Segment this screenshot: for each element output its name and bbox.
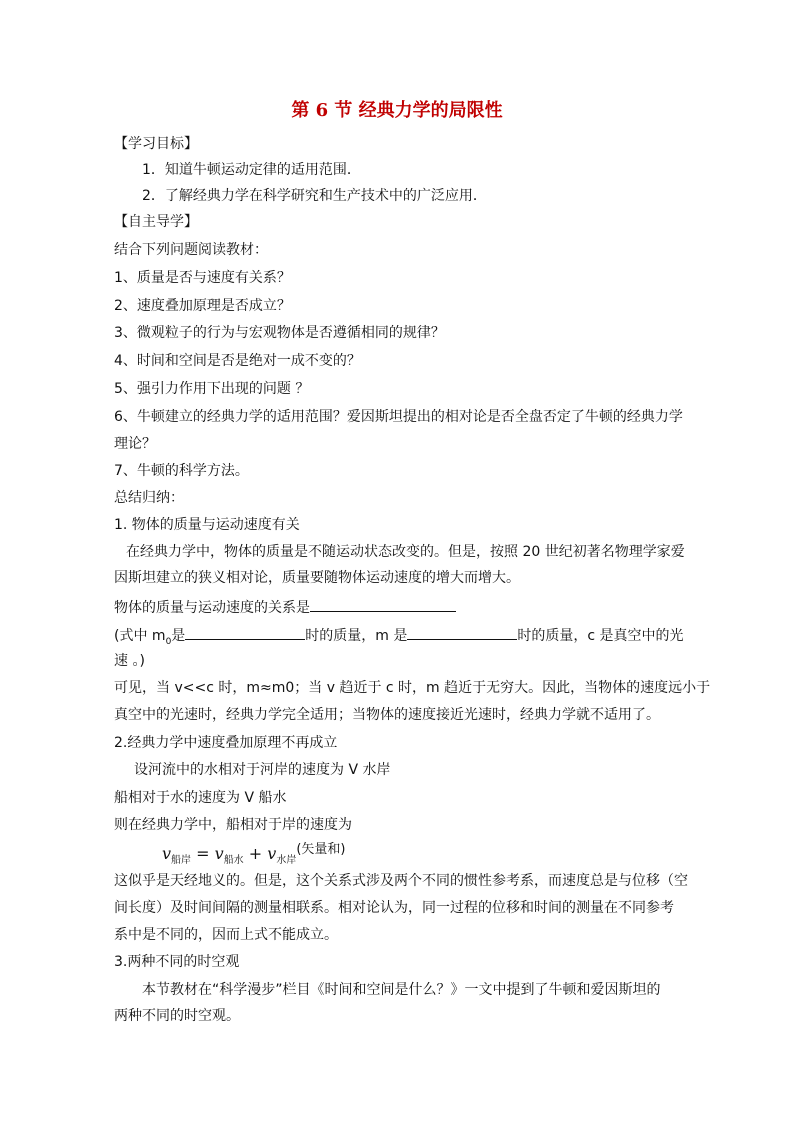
summary-point-3: 3.两种不同的时空观 [114,954,240,970]
question-2: 2、速度叠加原理是否成立？ [114,298,291,314]
relation-label: 物体的质量与运动速度的关系是 [114,600,310,616]
paragraph-6-line1: 这似乎是天经地义的。但是，这个关系式涉及两个不同的惯性参考系，而速度总是与位移（空 [114,873,688,889]
formula-equals: = [196,844,210,863]
summary-point-1: 1. 物体的质量与运动速度有关 [114,517,300,533]
formula-v1: v [162,844,172,863]
note-line2: 速 。) [114,653,145,669]
paragraph-5: 则在经典力学中，船相对于岸的速度为 [114,817,352,833]
question-1: 1、质量是否与速度有关系？ [114,270,291,286]
answer-blank-relation[interactable] [310,596,456,612]
note-line [114,624,684,652]
formula-note: (矢量和) [296,842,346,857]
section-heading-goals: 【学习目标】 [114,136,198,152]
summary-point-2: 2.经典力学中速度叠加原理不再成立 [114,735,338,751]
question-6-line1: 6、牛顿建立的经典力学的适用范围？爱因斯坦提出的相对论是否全盘否定了牛顿的经典力学 [114,409,683,425]
formula-v2: v [214,844,224,863]
page-title: 第 6 节 经典力学的局限性 [291,100,503,121]
note-is: 是 [171,628,186,644]
formula-plus: + [248,844,263,863]
paragraph-7-line2: 两种不同的时空观。 [114,1008,240,1024]
question-4: 4、时间和空间是否是绝对一成不变的？ [114,353,361,369]
question-6-line2: 理论？ [114,436,156,452]
note-open: (式中 m [114,628,166,644]
formula-sub-water-shore: 水岸 [276,855,297,867]
question-7: 7、牛顿的科学方法。 [114,463,249,479]
section-heading-self-study: 【自主导学】 [114,214,198,230]
paragraph-2-line1: 可见，当 v<<c 时，m≈m0；当 v 趋近于 c 时，m 趋近于无穷大。因此，当物体的速度远小于 [114,680,711,696]
paragraph-1-line1: 在经典力学中，物体的质量是不随运动状态改变的。但是，按照 20 世纪初著名物理学家爱 [126,544,685,560]
paragraph-3: 设河流中的水相对于河岸的速度为 V 水岸 [134,762,391,778]
paragraph-4: 船相对于水的速度为 V 船水 [114,790,287,806]
relation-line [114,596,456,618]
paragraph-6-line3: 系中是不同的，因而上式不能成立。 [114,927,338,943]
question-5: 5、强引力作用下出现的问题 ？ [114,381,310,397]
answer-blank-moving-mass[interactable] [407,624,517,640]
paragraph-2-line2: 真空中的光速时，经典力学完全适用；当物体的速度接近光速时，经典力学就不适用了。 [114,707,660,723]
formula-sub-boat-water: 船水 [223,855,244,867]
velocity-formula [162,838,345,866]
paragraph-1-line2: 因斯坦建立的狭义相对论，质量要随物体运动速度的增大而增大。 [114,570,520,586]
summary-heading: 总结归纳： [114,490,184,506]
paragraph-6-line2: 间长度）及时间间隔的测量相联系。相对论认为，同一过程的位移和时间的测量在不同参考 [114,900,674,916]
goal-item-1: 1．知道牛顿运动定律的适用范围． [142,162,361,178]
note-sub: 0 [165,636,172,647]
note-mid: 时的质量，m 是 [305,628,408,644]
paragraph-7-line1: 本节教材在“科学漫步”栏目《时间和空间是什么？》一文中提到了牛顿和爱因斯坦的 [142,982,661,998]
question-3: 3、微观粒子的行为与宏观物体是否遵循相同的规律？ [114,325,445,341]
goal-item-2: 2．了解经典力学在科学研究和生产技术中的广泛应用． [142,188,487,204]
answer-blank-rest-mass[interactable] [185,624,305,640]
intro-text: 结合下列问题阅读教材： [114,242,268,258]
formula-v3: v [267,844,277,863]
note-end: 时的质量，c 是真空中的光 [517,628,684,644]
formula-sub-boat-shore: 船岸 [171,855,192,867]
